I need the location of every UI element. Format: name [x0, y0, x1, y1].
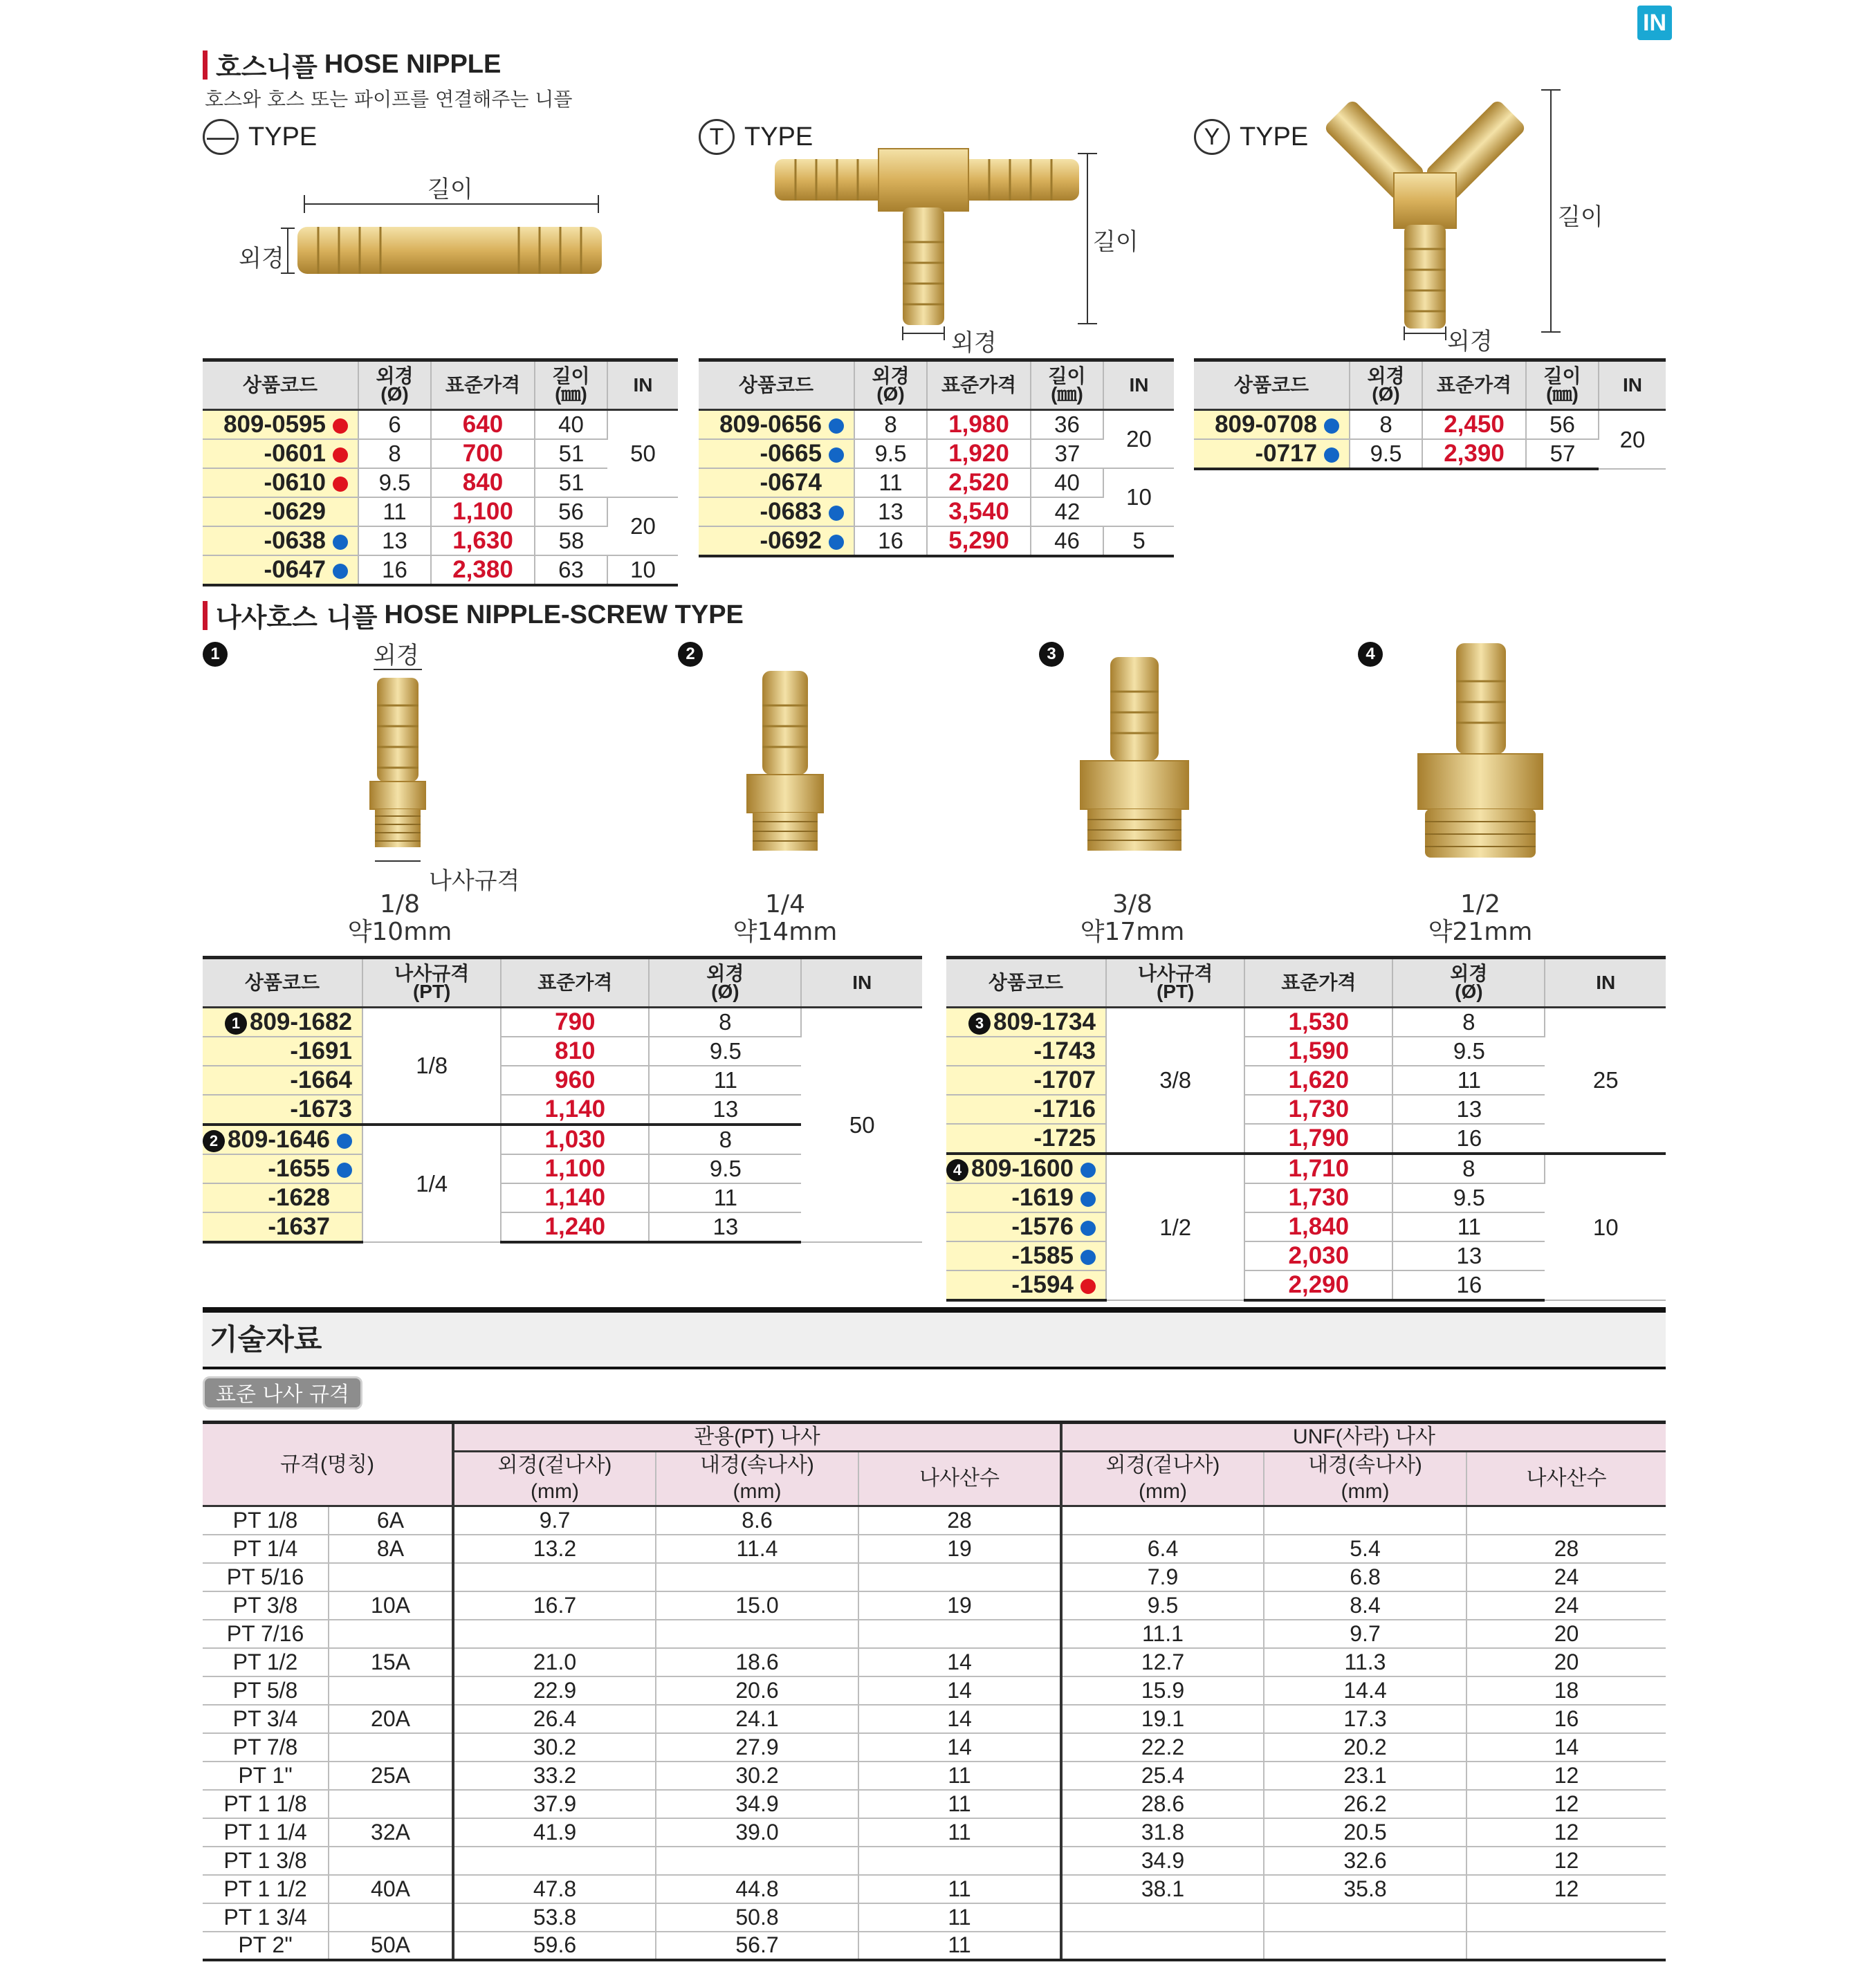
screw-left-price-table: 상품코드 나사규격 (PT) 표준가격 외경 (Ø) IN 1 809-1682 1/8 790 8 50 -1691 810 9.5 -1664 960 11 -1673 1,140 13 2 809-1646 1/4 1,030 8 -1655 1,100 9.5 -1628 1,140 11 -1637 1,240 13	[203, 956, 922, 1244]
table-row	[203, 1648, 1666, 1676]
table-row	[203, 1676, 1666, 1705]
screw-nipple-1-image	[360, 664, 436, 878]
table-cell: 26.2	[1264, 1790, 1466, 1818]
table-row: -1585 2,030 13	[946, 1241, 1666, 1270]
hose-nipple-description: 호스와 호스 또는 파이프를 연결해주는 니플	[205, 88, 573, 111]
table-cell: 20	[1466, 1648, 1666, 1676]
screw-thread-label: 나사규격	[429, 867, 520, 895]
straight-price-table: 상품코드 외경 (Ø) 표준가격 길이 (㎜) IN 809-0595 6 640 40 50 -0601 8 700 51 -0610 9.5 840 51 -0629 11 1,100 56 20 -0638 13 1,630 58 -0647 16 2,380 63 10	[203, 358, 678, 586]
table-cell: 11.3	[1264, 1648, 1466, 1676]
table-cell: 24	[1466, 1563, 1666, 1591]
table-row: -0683 13 3,540 42	[699, 497, 1174, 526]
table-row	[203, 1847, 1666, 1875]
table-row: -0665 9.5 1,920 37	[699, 439, 1174, 468]
wye-length-label: 길이	[1558, 203, 1603, 231]
table-cell: 11.1	[1061, 1620, 1264, 1648]
table-cell: 38.1	[1061, 1875, 1264, 1903]
table-cell: 19.1	[1061, 1705, 1264, 1733]
table-cell	[1264, 1506, 1466, 1535]
table-cell: 9.5	[1061, 1591, 1264, 1620]
table-cell: 8A	[329, 1535, 453, 1563]
table-cell: 26.4	[453, 1705, 656, 1733]
table-cell: PT 3/8	[203, 1591, 329, 1620]
table-cell	[1264, 1932, 1466, 1960]
table-cell	[1264, 1903, 1466, 1932]
table-cell	[1061, 1903, 1264, 1932]
table-cell	[1061, 1506, 1264, 1535]
table-cell	[329, 1790, 453, 1818]
table-row	[203, 1506, 1666, 1535]
caption-4: 1/2 약21mm	[1428, 890, 1533, 946]
table-cell: PT 5/8	[203, 1676, 329, 1705]
tee-od-label: 외경	[951, 329, 997, 357]
table-cell	[453, 1563, 656, 1591]
table-cell: 11	[858, 1790, 1061, 1818]
table-row: -1716 1,730 13	[946, 1095, 1666, 1124]
table-cell: 22.2	[1061, 1733, 1264, 1762]
table-row: 4 809-1600 1/2 1,710 8 10	[946, 1154, 1666, 1183]
hose-nipple-title: 호스니플 HOSE NIPPLE	[203, 46, 501, 84]
table-cell: 6.4	[1061, 1535, 1264, 1563]
table-cell: 30.2	[656, 1762, 858, 1790]
table-cell: 20.5	[1264, 1818, 1466, 1847]
screw-type-title: 나사호스 니플 HOSE NIPPLE-SCREW TYPE	[203, 596, 744, 634]
table-cell: 25A	[329, 1762, 453, 1790]
type-straight-label: — TYPE	[203, 119, 317, 155]
caption-1: 1/8 약10mm	[347, 890, 452, 946]
caption-3: 3/8 약17mm	[1080, 890, 1185, 946]
table-cell: 19	[858, 1535, 1061, 1563]
table-cell	[656, 1563, 858, 1591]
table-cell: 56.7	[656, 1932, 858, 1960]
item-number-4: 4	[1358, 642, 1383, 667]
table-cell: 25.4	[1061, 1762, 1264, 1790]
table-row	[203, 1620, 1666, 1648]
table-cell: 15.0	[656, 1591, 858, 1620]
table-cell: PT 3/4	[203, 1705, 329, 1733]
table-cell: 47.8	[453, 1875, 656, 1903]
table-cell	[329, 1620, 453, 1648]
table-cell: 53.8	[453, 1903, 656, 1932]
table-cell: 14	[858, 1648, 1061, 1676]
table-cell	[858, 1563, 1061, 1591]
screw-nipple-4-image	[1411, 636, 1549, 878]
table-cell: 15A	[329, 1648, 453, 1676]
table-cell	[329, 1733, 453, 1762]
table-row: -0674 11 2,520 40 10	[699, 468, 1174, 497]
table-cell: 11	[858, 1818, 1061, 1847]
table-row: -1707 1,620 11	[946, 1066, 1666, 1095]
table-row	[203, 1790, 1666, 1818]
table-cell: PT 1/4	[203, 1535, 329, 1563]
table-cell: 34.9	[1061, 1847, 1264, 1875]
table-cell	[329, 1903, 453, 1932]
table-row	[203, 1762, 1666, 1790]
table-cell: 35.8	[1264, 1875, 1466, 1903]
table-cell: 34.9	[656, 1790, 858, 1818]
table-cell: 11	[858, 1932, 1061, 1960]
screw-nipple-3-image	[1072, 650, 1197, 871]
table-row: -1594 2,290 16	[946, 1270, 1666, 1300]
table-cell: 12	[1466, 1847, 1666, 1875]
table-cell: PT 1 1/4	[203, 1818, 329, 1847]
table-row: -0647 16 2,380 63 10	[203, 555, 678, 585]
table-row	[203, 1705, 1666, 1733]
table-cell: 39.0	[656, 1818, 858, 1847]
table-row: -0629 11 1,100 56 20	[203, 497, 678, 526]
table-row: -1691 810 9.5	[203, 1037, 922, 1066]
table-cell: 24.1	[656, 1705, 858, 1733]
table-cell: 18	[1466, 1676, 1666, 1705]
table-row: -1725 1,790 16	[946, 1124, 1666, 1154]
h-od: 외경 (Ø)	[358, 360, 431, 410]
table-row	[203, 1563, 1666, 1591]
table-cell: PT 7/16	[203, 1620, 329, 1648]
table-cell: 13.2	[453, 1535, 656, 1563]
table-cell: 11	[858, 1762, 1061, 1790]
item-number-2: 2	[678, 642, 703, 667]
table-row: 809-0595 6 640 40 50	[203, 410, 678, 440]
table-cell: 59.6	[453, 1932, 656, 1960]
table-cell: 40A	[329, 1875, 453, 1903]
table-row: -1743 1,590 9.5	[946, 1037, 1666, 1066]
table-row: -1673 1,140 13	[203, 1095, 922, 1125]
straight-length-label: 길이	[427, 176, 473, 203]
table-cell: 12	[1466, 1818, 1666, 1847]
table-cell	[656, 1847, 858, 1875]
table-cell: 12	[1466, 1875, 1666, 1903]
table-cell	[1466, 1506, 1666, 1535]
table-cell: 50.8	[656, 1903, 858, 1932]
table-cell: 8.4	[1264, 1591, 1466, 1620]
table-row: 809-0708 8 2,450 56 20	[1194, 410, 1666, 440]
table-cell: PT 1/2	[203, 1648, 329, 1676]
table-cell: 16.7	[453, 1591, 656, 1620]
table-row: 3 809-1734 3/8 1,530 8 25	[946, 1008, 1666, 1037]
table-cell: 20	[1466, 1620, 1666, 1648]
table-row	[203, 1591, 1666, 1620]
table-cell: PT 7/8	[203, 1733, 329, 1762]
table-cell	[858, 1620, 1061, 1648]
screw-nipple-2-image	[733, 664, 837, 878]
table-row: -1576 1,840 11	[946, 1212, 1666, 1241]
table-cell: 37.9	[453, 1790, 656, 1818]
type-tee-label: T TYPE	[699, 119, 813, 155]
table-cell: 41.9	[453, 1818, 656, 1847]
table-cell: 19	[858, 1591, 1061, 1620]
caption-2: 1/4 약14mm	[733, 890, 838, 946]
table-row	[203, 1733, 1666, 1762]
table-cell: 28	[1466, 1535, 1666, 1563]
table-cell: 14	[858, 1705, 1061, 1733]
straight-nipple-image	[228, 166, 616, 304]
table-row	[203, 1818, 1666, 1847]
thread-standard-pill: 표준 나사 규격	[203, 1376, 362, 1409]
table-cell: PT 1 1/2	[203, 1875, 329, 1903]
table-cell: 33.2	[453, 1762, 656, 1790]
table-cell: 11.4	[656, 1535, 858, 1563]
table-cell: 6A	[329, 1506, 453, 1535]
table-cell: PT 5/16	[203, 1563, 329, 1591]
table-cell: 32A	[329, 1818, 453, 1847]
table-cell: 14	[1466, 1733, 1666, 1762]
table-cell: PT 1 1/8	[203, 1790, 329, 1818]
table-cell: 9.7	[453, 1506, 656, 1535]
in-badge: IN	[1637, 6, 1672, 40]
table-row: 809-0656 8 1,980 36 20	[699, 410, 1174, 440]
table-cell: 22.9	[453, 1676, 656, 1705]
table-cell: 5.4	[1264, 1535, 1466, 1563]
table-row: -0638 13 1,630 58	[203, 526, 678, 555]
table-cell: 24	[1466, 1591, 1666, 1620]
table-cell: 50A	[329, 1932, 453, 1960]
table-cell: 10A	[329, 1591, 453, 1620]
table-row: 2 809-1646 1/4 1,030 8	[203, 1125, 922, 1154]
table-cell: PT 1"	[203, 1762, 329, 1790]
table-cell	[453, 1847, 656, 1875]
table-cell	[329, 1676, 453, 1705]
table-row	[203, 1932, 1666, 1960]
table-cell: 12	[1466, 1790, 1666, 1818]
table-row: 1 809-1682 1/8 790 8 50	[203, 1008, 922, 1037]
table-cell: 31.8	[1061, 1818, 1264, 1847]
table-cell: 7.9	[1061, 1563, 1264, 1591]
table-cell	[329, 1847, 453, 1875]
table-cell: 27.9	[656, 1733, 858, 1762]
tee-price-table: 상품코드 외경 (Ø) 표준가격 길이 (㎜) IN 809-0656 8 1,980 36 20 -0665 9.5 1,920 37 -0674 11 2,520 40 10 -0683 13 3,540 42 -0692 16 5,290 46 5	[699, 358, 1174, 557]
table-cell	[858, 1847, 1061, 1875]
wye-od-label: 외경	[1447, 328, 1493, 355]
tee-length-label: 길이	[1093, 228, 1139, 256]
table-cell: 14.4	[1264, 1676, 1466, 1705]
screw-right-price-table: 상품코드 나사규격 (PT) 표준가격 외경 (Ø) IN 3 809-1734 3/8 1,530 8 25 -1743 1,590 9.5 -1707 1,620 11 -1716 1,730 13 -1725 1,790 16 4 809-1600 1/2 1,710 8 10 -1619 1,730 9.5 -1576 1,840 11 -1585 2,030 13 -1594 2,290 16	[946, 956, 1666, 1302]
table-cell: 15.9	[1061, 1676, 1264, 1705]
table-cell: 30.2	[453, 1733, 656, 1762]
item-number-1: 1	[203, 642, 228, 667]
type-wye-label: Y TYPE	[1194, 119, 1308, 155]
thread-standard-table: 규격(명칭) 관용(PT) 나사 UNF(사라) 나사 외경(겉나사) (mm) 내경(속나사) (mm) 나사산수 외경(겉나사) (mm) 내경(속나사) (mm) 나사산수 PT 1/8 6A 9.7 8.6 28 PT 1/4 8A 13.2 11.4 19 6.4 5.4 28 PT 5/16 7.9 6.8 24 PT 3/8 10A 16.7 15.0 19 9.5 8.4 24 PT 7/16 11.1 9.7 20 PT 1/2 15A 21.0 18.6 14 12.7 11.3 20 PT 5/8 22.9 20.6 14 15.9 14.4 18 PT 3/4 20A 26.4 24.1 14 19.1 17.3 16 PT 7/8 30.2 27.9 14 22.2 20.2 14 PT 1" 25A 33.2 30.2 11 25.4 23.1 12 PT 1 1/8 37.9 34.9 11 28.6 26.2 12 PT 1 1/4 32A 41.9 39.0 11 31.8 20.5 12 PT 1 3/8 34.9 32.6 12 PT 1 1/2 40A 47.8 44.8 11 38.1 35.8 12 PT 1 3/4 53.8 50.8 11 PT 2" 50A 59.6 56.7 11	[203, 1421, 1666, 1961]
table-cell: PT 1 3/8	[203, 1847, 329, 1875]
table-cell: 28	[858, 1506, 1061, 1535]
table-cell	[1061, 1932, 1264, 1960]
table-row: -0717 9.5 2,390 57	[1194, 439, 1666, 469]
table-row	[203, 1875, 1666, 1903]
table-cell: 16	[1466, 1705, 1666, 1733]
tech-data-title: 기술자료	[203, 1307, 1666, 1369]
table-cell	[1466, 1932, 1666, 1960]
table-cell: 11	[858, 1875, 1061, 1903]
table-cell: 20A	[329, 1705, 453, 1733]
table-row: -1628 1,140 11	[203, 1183, 922, 1212]
item-number-3: 3	[1039, 642, 1064, 667]
table-row: -1664 960 11	[203, 1066, 922, 1095]
table-cell: 21.0	[453, 1648, 656, 1676]
table-cell: 11	[858, 1903, 1061, 1932]
table-row	[203, 1903, 1666, 1932]
table-cell	[329, 1563, 453, 1591]
table-cell: 8.6	[656, 1506, 858, 1535]
table-cell: PT 2"	[203, 1932, 329, 1960]
table-cell: 17.3	[1264, 1705, 1466, 1733]
table-row: -1637 1,240 13	[203, 1212, 922, 1242]
table-cell: 32.6	[1264, 1847, 1466, 1875]
table-row: -1619 1,730 9.5	[946, 1183, 1666, 1212]
wye-nipple-image	[1314, 83, 1577, 346]
table-cell: 14	[858, 1733, 1061, 1762]
wye-price-table: 상품코드 외경 (Ø) 표준가격 길이 (㎜) IN 809-0708 8 2,450 56 20 -0717 9.5 2,390 57	[1194, 358, 1666, 470]
table-cell	[453, 1620, 656, 1648]
table-cell: PT 1/8	[203, 1506, 329, 1535]
table-cell: 14	[858, 1676, 1061, 1705]
table-cell: PT 1 3/4	[203, 1903, 329, 1932]
straight-od-label: 외경	[239, 245, 284, 272]
table-row	[203, 1535, 1666, 1563]
table-cell: 28.6	[1061, 1790, 1264, 1818]
table-cell: 12.7	[1061, 1648, 1264, 1676]
table-row: -0610 9.5 840 51	[203, 468, 678, 497]
table-cell	[1466, 1903, 1666, 1932]
table-cell: 23.1	[1264, 1762, 1466, 1790]
table-cell: 20.2	[1264, 1733, 1466, 1762]
table-row: -0692 16 5,290 46 5	[699, 526, 1174, 556]
table-cell: 6.8	[1264, 1563, 1466, 1591]
table-cell: 18.6	[656, 1648, 858, 1676]
table-cell: 20.6	[656, 1676, 858, 1705]
table-row: -1655 1,100 9.5	[203, 1154, 922, 1183]
table-cell: 44.8	[656, 1875, 858, 1903]
table-cell: 9.7	[1264, 1620, 1466, 1648]
screw-od-label: 외경	[374, 642, 419, 669]
table-cell	[656, 1620, 858, 1648]
tee-nipple-image	[768, 138, 1114, 346]
table-cell: 12	[1466, 1762, 1666, 1790]
table-row: -0601 8 700 51	[203, 439, 678, 468]
